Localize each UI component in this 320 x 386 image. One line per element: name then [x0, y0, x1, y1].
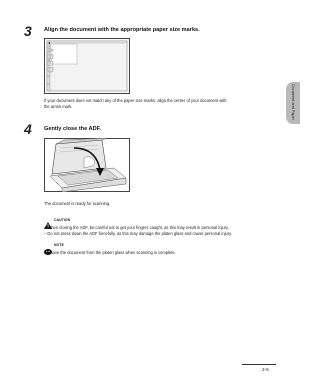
chapter-tab-text: Document and Paper: [291, 84, 295, 120]
ready-text: The document is ready for scanning.: [44, 201, 111, 206]
align-note-line-1: If your document does not match any of the paper size marks, align the center of your document with: [44, 98, 227, 103]
note-label: NOTE: [54, 243, 64, 247]
step-3-title: Align the document with the appropriate paper size marks.: [44, 27, 200, 33]
warning-icon: [44, 216, 52, 223]
caution-label: CAUTION: [54, 218, 71, 222]
page-number: 2-5: [262, 367, 269, 372]
figure-close-adf: [44, 138, 130, 192]
caution-item-1: – When closing the ADF, be careful not to get your fingers caught, as this may result in personal injury.: [44, 225, 229, 230]
step-3-number: 3: [24, 23, 32, 39]
footer-rule: [242, 364, 276, 365]
step-4-title: Gently close the ADF.: [44, 126, 101, 132]
figure-platen-glass: [44, 38, 130, 94]
step-4-number: 4: [24, 121, 32, 137]
align-note-line-2: the arrow mark.: [44, 104, 73, 109]
caution-item-2: – Do not press down the ADF forcefully, as this may damage the platen glass and cause personal injury.: [44, 231, 233, 236]
document-text: ABCD: [45, 47, 55, 73]
chapter-tab-label: [288, 84, 298, 154]
note-text: Remove the document from the platen glass when scanning is complete.: [44, 250, 176, 255]
note-icon: [44, 242, 54, 248]
